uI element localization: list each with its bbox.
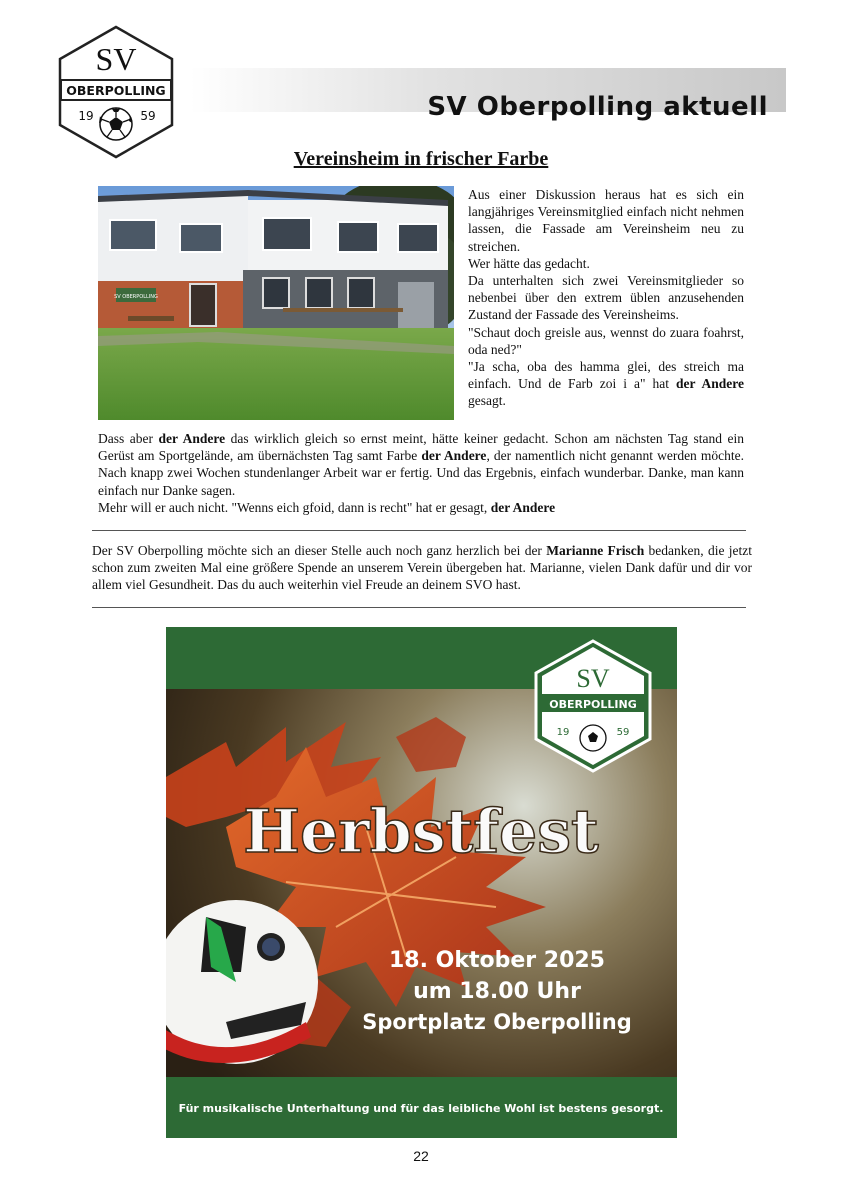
thanks-text: Der SV Oberpolling möchte sich an dieser Stelle auch noch ganz herzlich bei der (92, 543, 547, 558)
soccer-ball-icon (99, 108, 132, 140)
article-title: Vereinsheim in frischer Farbe (293, 148, 549, 170)
club-logo (56, 24, 176, 160)
article-paragraph (98, 499, 744, 516)
article-text: , der namentlich nicht genannt werden möchte. Nach knapp zwei Wochen stundenlanger Arbeit war er fertig. Und das Ergebnis, einfach wunderbar. Danke, man kann einfach nur Danke sagen. (98, 448, 744, 498)
poster-time: um 18.00 Uhr (413, 979, 581, 1004)
poster-logo-name: OBERPOLLING (549, 698, 637, 711)
logo-year-left: 19 (78, 109, 94, 123)
page-title: SV Oberpolling aktuell (427, 92, 768, 122)
article-bold: der Andere (421, 448, 487, 464)
divider (92, 607, 746, 608)
thanks-note (92, 542, 752, 594)
herbstfest-poster (166, 627, 677, 1138)
poster-footer: Für musikalische Unterhaltung und für das leibliche Wohl ist bestens gesorgt. (178, 1102, 664, 1115)
page-number: 22 (413, 1148, 429, 1164)
logo-sv-text: SV (95, 41, 137, 77)
poster-date: 18. Oktober 2025 (388, 948, 606, 973)
divider (92, 530, 746, 531)
thanks-paragraph (92, 542, 752, 594)
article-paragraph: Wer hätte das gedacht. (468, 255, 590, 271)
article-text: das wirklich gleich so ernst meint, hätte keiner gedacht. Schon am nächsten Tag stand ein Gerüst am Sportgelände, am übernächsten Tag samt Farbe (98, 431, 744, 464)
article-text-full (98, 430, 744, 516)
article-paragraph (98, 430, 744, 499)
article-text: gesagt. (468, 393, 506, 409)
article-paragraph: Aus einer Diskussion heraus hat es sich ein langjähriges Vereinsmitglied einfach nicht nehmen lassen, die Fassade am Vereinsheim neu zu streichen. (468, 187, 744, 254)
article-text: Mehr will er auch nicht. "Wenns eich gfoid, dann is recht" hat er gesagt, (98, 499, 491, 515)
thanks-bold: Marianne Frisch (546, 543, 645, 558)
article-bold: der Andere (158, 431, 226, 446)
article-paragraph: Da unterhalten sich zwei Vereinsmitglieder so nebenbei über den extrem üblen anzusehenden Zustand der Fassade des Vereinsheims. (468, 273, 744, 323)
article-bold: der Andere (490, 499, 556, 515)
logo-club-name: OBERPOLLING (66, 83, 166, 98)
poster-logo-year-left: 19 (556, 727, 570, 738)
article-paragraph (468, 358, 744, 410)
article-text: Dass aber (98, 431, 159, 446)
poster-logo-sv: SV (576, 664, 610, 693)
poster-title: Herbstfest (243, 797, 599, 867)
poster-logo-year-right: 59 (616, 727, 630, 738)
article-text: "Ja scha, oba des hamma glei, des streich ma einfach. Und de Farb zoi i a" hat (468, 359, 744, 392)
article-paragraph: "Schaut doch greisle aus, wennst do zuara foahrst, oda ned?" (468, 324, 744, 357)
photo-sign: SV OBERPOLLING (114, 294, 158, 300)
clubhouse-photo (98, 186, 454, 420)
article-bold: der Andere (676, 376, 744, 392)
article-text-right (468, 186, 744, 410)
thanks-text: bedanken, die jetzt schon zum zweiten Mal eine größere Spende an unserem Verein übergeben hat. Marianne, vielen Dank dafür und dir vor allem viel Gesundheit. Das du auch weiterhin viel Freude an deinem SVO hast. (92, 543, 752, 593)
logo-year-right: 59 (140, 109, 156, 123)
poster-place: Sportplatz Oberpolling (362, 1010, 632, 1034)
